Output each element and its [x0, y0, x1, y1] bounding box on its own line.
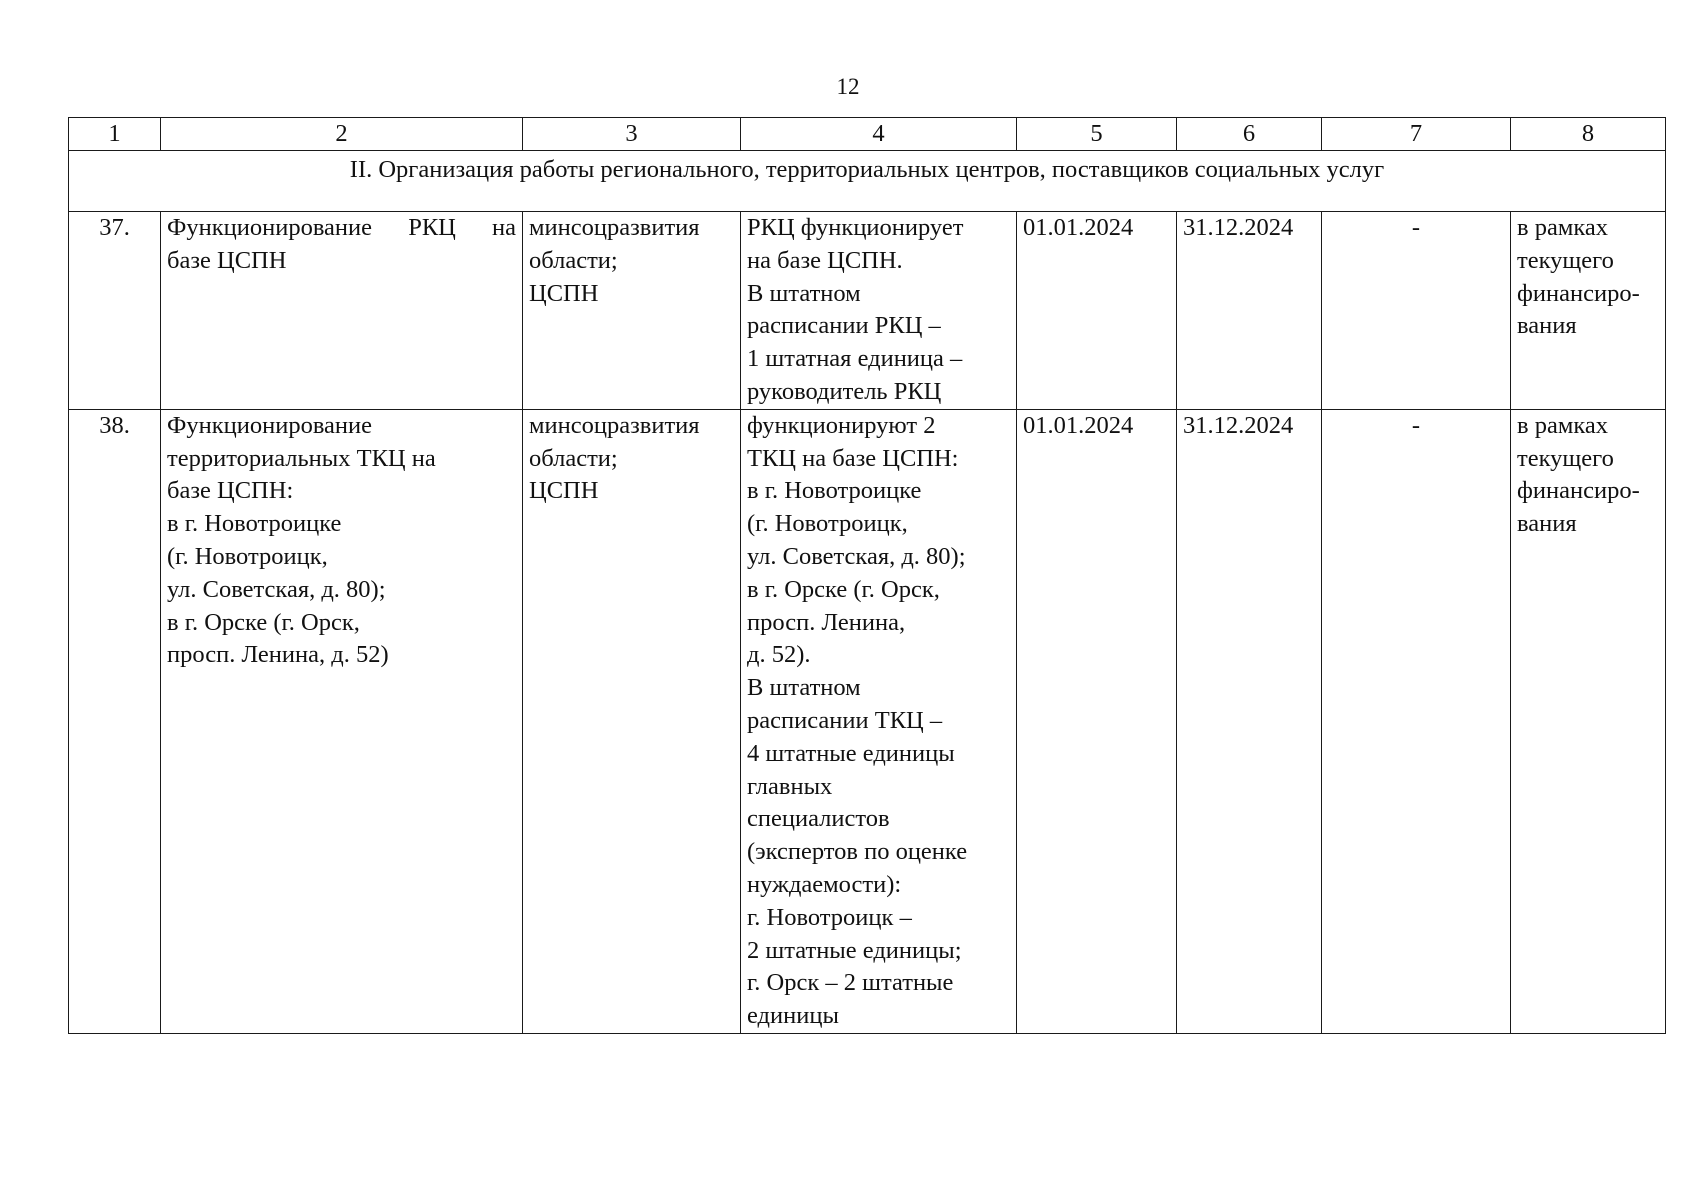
result-line: В штатном	[747, 279, 861, 307]
event-line: территориальных ТКЦ на	[167, 444, 436, 472]
result-cell	[741, 409, 1017, 1033]
start-date: 01.01.2024	[1017, 409, 1177, 1033]
column-number: 3	[523, 118, 741, 151]
result-line: ТКЦ на базе ЦСПН:	[747, 444, 959, 472]
column-number: 7	[1322, 118, 1511, 151]
event-line: Функционирование	[167, 411, 373, 439]
executor-line: ЦСПН	[529, 279, 599, 307]
event-line: (г. Новотроицк,	[167, 542, 328, 570]
column-number-row	[69, 118, 1666, 151]
column-7-value: -	[1322, 212, 1511, 410]
financing-cell	[1511, 409, 1666, 1033]
financing-line: текущего	[1517, 444, 1614, 472]
event-cell	[161, 409, 523, 1033]
executor-line: минсоцразвития	[529, 411, 700, 439]
result-line: просп. Ленина,	[747, 608, 906, 636]
column-number: 6	[1177, 118, 1322, 151]
result-line: 2 штатные единицы;	[747, 936, 962, 964]
column-number: 1	[69, 118, 161, 151]
event-line: РКЦ	[408, 214, 456, 241]
column-number: 2	[161, 118, 523, 151]
financing-line: вания	[1517, 510, 1577, 538]
result-line: (г. Новотроицк,	[747, 510, 908, 538]
result-line: г. Новотроицк –	[747, 903, 912, 931]
result-line: в г. Новотроицке	[747, 477, 922, 505]
result-line: г. Орск – 2 штатные	[747, 969, 954, 997]
event-cell	[161, 212, 523, 410]
start-date: 01.01.2024	[1017, 212, 1177, 410]
event-line: просп. Ленина, д. 52)	[167, 641, 389, 669]
executor-line: области;	[529, 444, 618, 472]
result-cell	[741, 212, 1017, 410]
executor-line: минсоцразвития	[529, 214, 700, 241]
section-title: II. Организация работы регионального, территориальных центров, поставщиков социальных услуг	[69, 151, 1666, 212]
section-header-row	[69, 151, 1666, 212]
result-line: главных	[747, 772, 833, 800]
result-line: специалистов	[747, 805, 890, 833]
event-line: Функционирование	[167, 214, 373, 241]
financing-line: в рамках	[1517, 214, 1608, 241]
column-number: 8	[1511, 118, 1666, 151]
event-line: ул. Советская, д. 80);	[167, 575, 386, 603]
financing-line: текущего	[1517, 246, 1614, 274]
end-date: 31.12.2024	[1177, 212, 1322, 410]
financing-cell	[1511, 212, 1666, 410]
event-line: базе ЦСПН	[167, 246, 287, 274]
column-7-value: -	[1322, 409, 1511, 1033]
result-line: д. 52).	[747, 641, 811, 669]
result-line: В штатном	[747, 674, 861, 702]
event-line: в г. Новотроицке	[167, 510, 342, 538]
row-number: 37.	[69, 212, 161, 410]
plan-table	[68, 117, 1666, 1034]
result-line: 1 штатная единица –	[747, 345, 963, 373]
table-row	[69, 212, 1666, 410]
result-line: функционируют 2	[747, 411, 936, 439]
table-row	[69, 409, 1666, 1033]
financing-line: финансиро-	[1517, 279, 1640, 307]
executor-cell	[523, 409, 741, 1033]
result-line: единицы	[747, 1002, 839, 1030]
result-line: (экспертов по оценке	[747, 838, 968, 866]
event-line: базе ЦСПН:	[167, 477, 294, 505]
end-date: 31.12.2024	[1177, 409, 1322, 1033]
result-line: расписании ТКЦ –	[747, 706, 943, 734]
page-number: 12	[836, 74, 860, 99]
result-line: 4 штатные единицы	[747, 739, 955, 767]
result-line: на базе ЦСПН.	[747, 246, 903, 274]
event-line: в г. Орске (г. Орск,	[167, 608, 360, 636]
result-line: РКЦ функционирует	[747, 214, 964, 241]
result-line: в г. Орске (г. Орск,	[747, 575, 940, 603]
executor-line: ЦСПН	[529, 477, 599, 505]
financing-line: в рамках	[1517, 411, 1608, 439]
row-number: 38.	[69, 409, 161, 1033]
result-line: ул. Советская, д. 80);	[747, 542, 966, 570]
executor-cell	[523, 212, 741, 410]
executor-line: области;	[529, 246, 618, 274]
result-line: расписании РКЦ –	[747, 312, 941, 340]
column-number: 4	[741, 118, 1017, 151]
event-line: на	[492, 214, 516, 241]
result-line: нуждаемости):	[747, 870, 902, 898]
financing-line: вания	[1517, 312, 1577, 340]
event-line-justified	[167, 212, 516, 245]
column-number: 5	[1017, 118, 1177, 151]
result-line: руководитель РКЦ	[747, 377, 942, 405]
financing-line: финансиро-	[1517, 477, 1640, 505]
